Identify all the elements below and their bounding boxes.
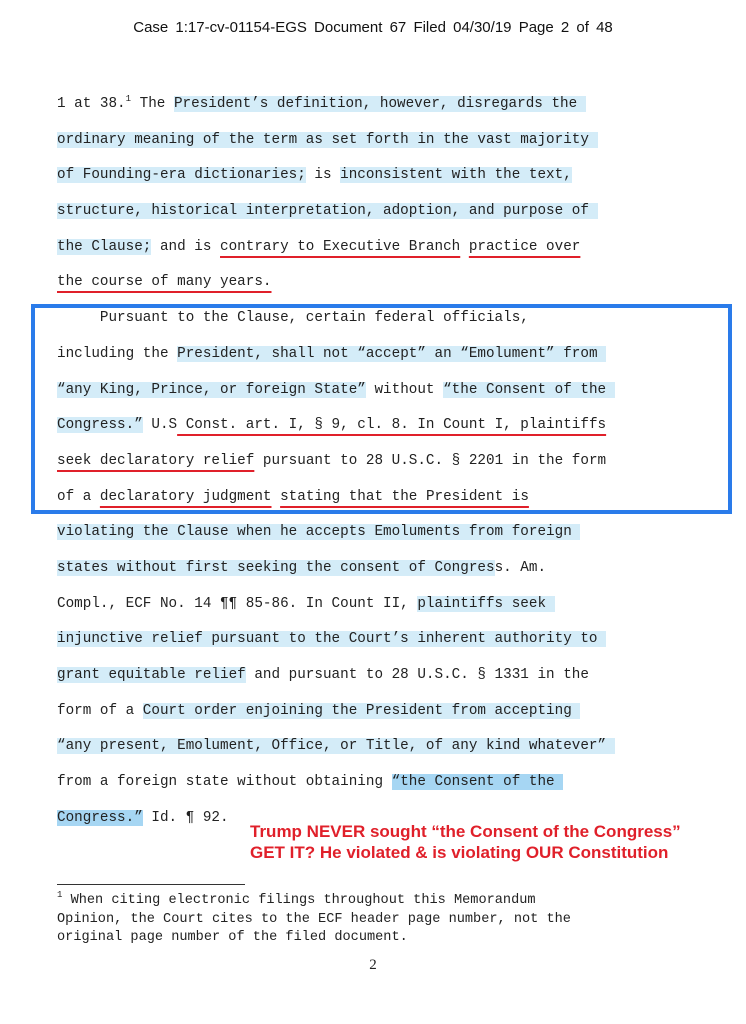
footnote-divider (57, 884, 245, 885)
footnote-line: original page number of the filed document. (57, 930, 408, 945)
page-number: 2 (369, 957, 377, 973)
page-of-total: Page 2 of 48 (518, 19, 613, 36)
text-line (57, 622, 717, 658)
footnote-ref: 1 (125, 94, 132, 104)
underlined-text: Const. art. I, § 9, cl. 8. In Count I, plaintiffs (177, 417, 607, 434)
underlined-text: the course of many years. (57, 274, 272, 291)
highlighted-text: Court order enjoining the President from accepting (142, 702, 581, 719)
text-segment: of a (57, 488, 100, 505)
underlined-text: seek declaratory relief (57, 452, 255, 469)
highlighted-text: states without first seeking the consent of Congres (57, 559, 495, 576)
text-segment: from a foreign state without obtaining (57, 774, 392, 791)
footnote (57, 892, 697, 948)
highlighted-text: President, shall not “accept” an “Emolument” from (177, 345, 607, 362)
highlighted-text: violating the Clause when he accepts Emoluments from foreign (57, 524, 581, 541)
text-segment: 1 at 38. (57, 96, 126, 112)
text-segment: form of a (57, 702, 143, 719)
text-segment: including the (57, 345, 178, 362)
text-line (57, 694, 717, 730)
underlined-text: practice over (468, 238, 581, 255)
text-segment: and pursuant to 28 U.S.C. § 1331 in the (245, 667, 589, 683)
highlighted-text: injunctive relief pursuant to the Court’s inherent authority to (57, 631, 607, 648)
annotation-line-2: GET IT? He violated & is violating OUR Constitution (250, 843, 669, 862)
document-header (0, 19, 746, 36)
highlighted-text: Congress.” (57, 417, 143, 434)
text-line (57, 587, 717, 623)
text-segment: pursuant to 28 U.S.C. § 2201 in the form (254, 452, 607, 469)
text-line (57, 551, 717, 587)
annotation-line-1: Trump NEVER sought “the Consent of the Congress” (250, 822, 681, 841)
footnote-line: When citing electronic filings throughout this Memorandum (62, 893, 536, 908)
footnote-line: Opinion, the Court cites to the ECF header page number, not the (57, 911, 571, 927)
text-line (57, 194, 717, 230)
highlighted-text: “the Consent of the (391, 774, 564, 791)
text-segment: The (131, 96, 174, 112)
underlined-text: declaratory judgment (99, 488, 272, 505)
text-segment: Compl., ECF No. 14 ¶¶ 85-86. In Count II, (57, 595, 418, 612)
highlighted-text: structure, historical interpretation, adoption, and purpose of (57, 203, 598, 220)
text-line (57, 230, 717, 266)
text-line (57, 765, 717, 801)
highlight-box (31, 304, 732, 514)
filed-date: Filed 04/30/19 (413, 19, 512, 36)
text-segment: U.S (142, 417, 178, 434)
highlighted-text: the Clause; (57, 238, 152, 255)
underlined-text: stating that the President is (280, 488, 529, 505)
text-line (57, 729, 717, 765)
text-line (57, 515, 717, 551)
highlighted-text: President’s definition, however, disregards the (173, 96, 586, 112)
text-line (57, 87, 717, 123)
highlighted-text: Congress.” (57, 809, 143, 826)
text-segment: and is (151, 238, 221, 255)
document-number: Document 67 (314, 19, 407, 36)
text-segment: Pursuant to the Clause, certain federal officials, (57, 310, 529, 327)
footnote-marker: 1 (57, 890, 63, 900)
text-line (57, 158, 717, 194)
highlighted-text: ordinary meaning of the term as set forth in the vast majority (57, 131, 598, 148)
highlighted-text: grant equitable relief (57, 667, 246, 683)
case-number: Case 1:17-cv-01154-EGS (133, 19, 307, 36)
underlined-text: contrary to Executive Branch (220, 238, 461, 255)
text-segment: Id. ¶ 92. (142, 809, 229, 826)
highlighted-text: “the Consent of the (443, 381, 615, 398)
highlighted-text: inconsistent with the text, (340, 167, 572, 184)
text-line (57, 658, 717, 694)
text-segment: s. Am. (494, 559, 547, 576)
highlighted-text: plaintiffs seek (417, 595, 555, 612)
text-line (57, 265, 717, 301)
text-segment (460, 239, 469, 255)
red-annotation (250, 821, 681, 863)
highlighted-text: “any present, Emolument, Office, or Title, of any kind whatever” (57, 738, 615, 755)
text-segment: without (365, 381, 444, 398)
text-line (57, 123, 717, 159)
text-segment: is (305, 167, 341, 184)
highlighted-text: of Founding-era dictionaries; (57, 167, 306, 184)
highlighted-text: “any King, Prince, or foreign State” (57, 381, 366, 398)
